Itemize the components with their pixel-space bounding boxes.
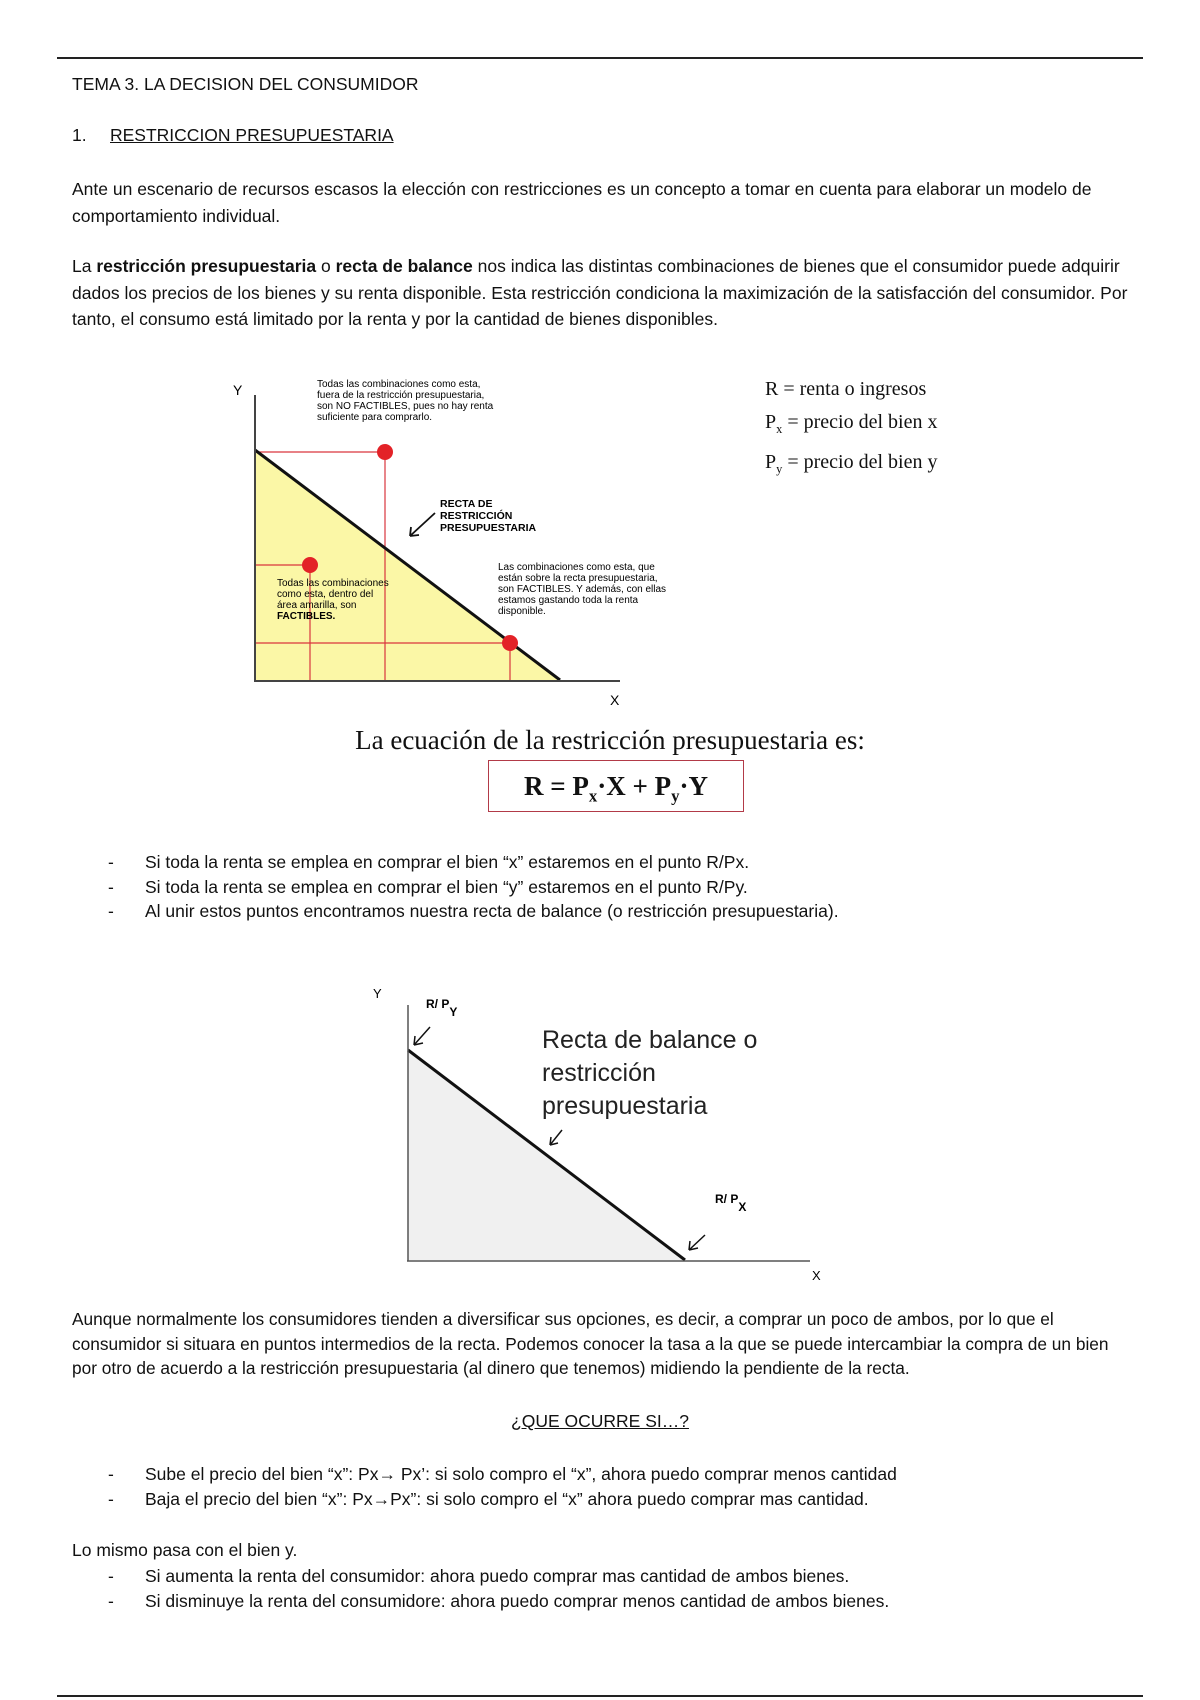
paragraph-2: Aunque normalmente los consumidores tienden a diversificar sus opciones, es decir, a comprar un poco de ambos, por lo que el consumidor si situara en puntos intermedios de la recta. Podemos conocer la tasa a la que se puede intercambiar la compra de un bien por otro de acuerdo a la restricción presupuestaria (al dinero que tenemos) midiendo la pendiente de la recta. bbox=[72, 1309, 1109, 1378]
equation-title: La ecuación de la restricción presupuestaria es: bbox=[355, 725, 865, 755]
list-item: - Si aumenta la renta del consumidor: ahora puedo comprar mas cantidad de ambos bienes. bbox=[108, 1564, 889, 1589]
note-unfeasible bbox=[317, 379, 494, 423]
svg-text:suficiente para comprarlo.: suficiente para comprarlo. bbox=[317, 412, 433, 423]
question-heading: ¿QUE OCURRE SI…? bbox=[511, 1411, 689, 1431]
definition-bold-1: restricción presupuestaria bbox=[96, 256, 317, 276]
arrow-icon bbox=[550, 1130, 562, 1145]
definition-bold-2: recta de balance bbox=[335, 256, 473, 276]
bullet-list-2 bbox=[108, 1462, 897, 1511]
list-item: - Al unir estos puntos encontramos nuestra recta de balance (o restricción presupuestaria). bbox=[108, 899, 839, 924]
x-axis-label: X bbox=[812, 1268, 821, 1280]
svg-text:son FACTIBLES. Y además, con e: son FACTIBLES. Y además, con ellas bbox=[498, 584, 667, 595]
list-item: - Sube el precio del bien “x”: Px→ Px’: si solo compro el “x”, ahora puedo comprar menos cantidad bbox=[108, 1462, 897, 1487]
legend-px: $P_x$ = precio del bien x bbox=[765, 411, 938, 436]
list-item: - Si disminuye la renta del consumidore: ahora puedo comprar menos cantidad de ambos bienes. bbox=[108, 1589, 889, 1614]
topic-title: TEMA 3. LA DECISION DEL CONSUMIDOR bbox=[72, 74, 419, 94]
definition-text-3: nos indica las distintas combinaciones de bienes que el consumidor puede adquirir dados los precios de los bienes y su renta disponible. Esta restricción condiciona la maximización de la satisfacción del consumidor. Por tanto, el consumo está limitado por la renta y por la cantidad de bienes disponibles. bbox=[72, 256, 1128, 329]
svg-text:disponible.: disponible. bbox=[498, 606, 546, 617]
svg-text:presupuestaria: presupuestaria bbox=[542, 1092, 708, 1120]
bullet-list-3 bbox=[108, 1564, 889, 1613]
intro-paragraph: Ante un escenario de recursos escasos la elección con restricciones es un concepto a tomar en cuenta para elaborar un modelo de comportamiento individual. bbox=[72, 179, 1092, 226]
arrow-icon bbox=[414, 1027, 430, 1045]
definition-text-1: La bbox=[72, 256, 97, 276]
svg-text:restricción: restricción bbox=[542, 1059, 656, 1087]
svg-text:FACTIBLES.: FACTIBLES. bbox=[277, 611, 336, 622]
list-item: - Si toda la renta se emplea en comprar el bien “y” estaremos en el punto R/Py. bbox=[108, 875, 839, 900]
svg-text:son NO FACTIBLES, pues no hay: son NO FACTIBLES, pues no hay renta bbox=[317, 401, 494, 412]
svg-text:están sobre la recta presupues: están sobre la recta presupuestaria, bbox=[498, 573, 658, 584]
section-number: 1. bbox=[72, 125, 87, 145]
rx-label: R/ PX bbox=[715, 1192, 747, 1214]
svg-text:Las combinaciones como esta, q: Las combinaciones como esta, que bbox=[498, 562, 655, 573]
same-good-y: Lo mismo pasa con el bien y. bbox=[72, 1540, 298, 1560]
y-axis-label: Y bbox=[233, 382, 243, 398]
svg-text:PRESUPUESTARIA: PRESUPUESTARIA bbox=[440, 522, 537, 534]
svg-text:RESTRICCIÓN: RESTRICCIÓN bbox=[440, 510, 513, 522]
svg-text:área amarilla, son: área amarilla, son bbox=[277, 600, 357, 611]
budget-constraint-figure bbox=[230, 355, 770, 705]
note-budget-line bbox=[440, 498, 536, 534]
definition-text-2: o bbox=[316, 256, 336, 276]
list-item: - Si toda la renta se emplea en comprar el bien “x” estaremos en el punto R/Px. bbox=[108, 850, 839, 875]
figure1-legend bbox=[765, 373, 937, 486]
legend-py: $P_y$ = precio del bien y bbox=[765, 451, 938, 476]
x-axis-label: X bbox=[610, 692, 620, 705]
legend-renta: R = renta o ingresos bbox=[765, 378, 927, 400]
equation-box: $R = P_x\cdot X + P_y\cdot Y$ bbox=[488, 760, 744, 812]
svg-text:fuera de la restricción presup: fuera de la restricción presupuestaria, bbox=[317, 390, 485, 401]
note-on-line bbox=[498, 562, 666, 617]
svg-text:como esta, dentro del: como esta, dentro del bbox=[277, 589, 374, 600]
svg-text:Todas las combinaciones como e: Todas las combinaciones como esta, bbox=[317, 379, 481, 390]
list-item: - Baja el precio del bien “x”: Px→Px”: si solo compro el “x” ahora puedo comprar mas cantidad. bbox=[108, 1487, 897, 1512]
top-rule bbox=[57, 57, 1143, 59]
svg-text:estamos gastando toda la renta: estamos gastando toda la renta bbox=[498, 595, 639, 606]
balance-line-figure bbox=[370, 980, 830, 1280]
arrow-icon bbox=[410, 513, 435, 536]
svg-text:RECTA DE: RECTA DE bbox=[440, 498, 493, 510]
svg-text:Recta de balance o: Recta de balance o bbox=[542, 1026, 758, 1054]
feasible-point bbox=[302, 557, 318, 573]
unfeasible-point bbox=[377, 444, 393, 460]
section-title: RESTRICCION PRESUPUESTARIA bbox=[110, 125, 394, 145]
svg-text:Todas las combinaciones: Todas las combinaciones bbox=[277, 578, 389, 589]
bottom-rule bbox=[57, 1695, 1143, 1697]
y-axis-label: Y bbox=[373, 986, 382, 1001]
ry-label: R/ PY bbox=[426, 997, 458, 1019]
balance-line-title bbox=[542, 1026, 757, 1120]
on-line-point bbox=[502, 635, 518, 651]
bullet-list-1 bbox=[108, 850, 839, 924]
arrow-icon bbox=[689, 1235, 705, 1250]
definition-paragraph bbox=[72, 253, 1132, 333]
